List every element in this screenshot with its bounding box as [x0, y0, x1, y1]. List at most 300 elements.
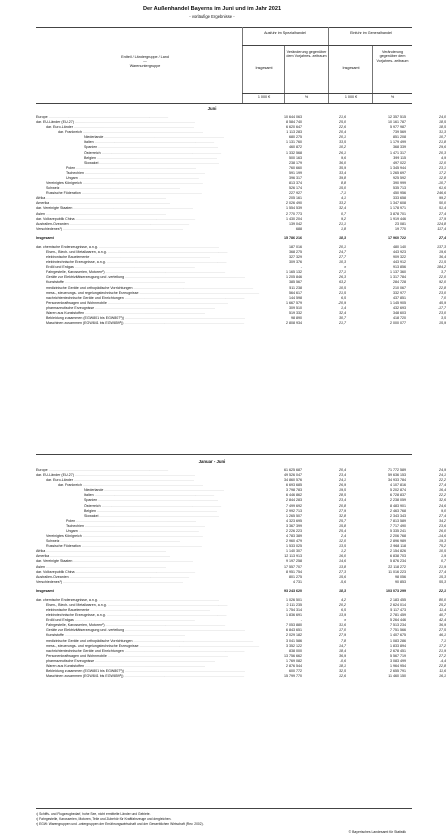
ausfuhr-change: 21,7	[339, 321, 346, 326]
leader-dots: ........................................................................................................................	[104, 623, 226, 628]
einfuhr-change: 34,2	[439, 518, 446, 523]
einfuhr-value: 90 853	[395, 579, 406, 584]
row-label-text: Verschiedenes¹)	[36, 226, 62, 231]
einfuhr-value: 19 770	[395, 226, 406, 231]
ausfuhr-change: 26,3	[339, 275, 346, 280]
einfuhr-value: 909 322	[393, 255, 406, 260]
row-label-text: Amerika	[36, 201, 50, 206]
einfuhr-value: 333 658	[393, 196, 406, 201]
einfuhr-change: 246,6	[437, 191, 446, 196]
ausfuhr-value: 4 323 695	[286, 518, 302, 523]
einfuhr-change: -17,7	[437, 305, 446, 310]
einfuhr-value: 1 347 608	[390, 201, 406, 206]
ausfuhr-value: 9 197 258	[286, 559, 302, 564]
ausfuhr-value: 4 731	[293, 579, 302, 584]
ausfuhr-change: 2,4	[341, 534, 346, 539]
einfuhr-change: 27,4	[439, 211, 446, 216]
ausfuhr-value: 526 174	[289, 186, 302, 191]
einfuhr-change: 26,0	[439, 528, 446, 533]
leader-dots: ........................................................................................................................	[104, 270, 226, 275]
einfuhr-value: 497 022	[393, 160, 406, 165]
einfuhr-change: 3,7	[441, 270, 446, 275]
leader-dots: ........................................................................................................................	[81, 483, 203, 488]
einfuhr-value: 10 161 787	[388, 120, 406, 125]
einfuhr-change: 22,2	[439, 478, 446, 483]
ausfuhr-change: 20,1	[339, 244, 346, 249]
header-divider	[242, 27, 243, 103]
einfuhr-change: 29,6	[439, 145, 446, 150]
ausfuhr-value: 1 554 539	[286, 206, 302, 211]
leader-dots: ........................................................................................................................	[123, 674, 245, 679]
label-column-header: Erdteil / Ländergruppe / Land — Warenuntergruppe	[121, 55, 169, 68]
leader-dots: ........................................................................................................................	[49, 201, 171, 206]
einfuhr-change: 50,0	[439, 201, 446, 206]
row-label-text: Europe	[36, 468, 48, 472]
row-label-text: Fahrgestelle, Karosserien, Motoren²)	[46, 623, 105, 628]
row-label-text: Slowakei	[84, 513, 99, 518]
ausfuhr-change: 15,8	[339, 523, 346, 528]
einfuhr-value: 437 851	[393, 295, 406, 300]
ausfuhr-change: x	[344, 618, 346, 623]
einfuhr-value: 1 964 954	[390, 663, 406, 668]
row-label-text: Maschinen zusammen (EGW841 bis EGW859³))	[46, 674, 124, 679]
ausfuhr-value: 205 161	[289, 196, 302, 201]
ausfuhr-insgesamt-header: Insgesamt	[255, 66, 273, 70]
row-label	[36, 227, 244, 232]
leader-dots: ........................................................................................................................	[138, 643, 260, 648]
leader-dots: ........................................................................................................................	[83, 170, 205, 175]
ausfuhr-change: 8,8	[341, 181, 346, 186]
einfuhr-change: 16,1	[439, 674, 446, 679]
einfuhr-change: 11,6	[439, 669, 446, 674]
leader-dots: ........................................................................................................................	[63, 633, 185, 638]
einfuhr-value: 8 483 901	[390, 503, 406, 508]
einfuhr-value: 2 000 077	[390, 321, 406, 326]
ausfuhr-value: 1 430 204	[286, 216, 302, 221]
row-label-text: Maschinen zusammen (EGW841 bis EGW859³))	[46, 321, 124, 326]
einfuhr-change: 23,6	[439, 523, 446, 528]
leader-dots: ........................................................................................................................	[73, 120, 195, 125]
header-divider	[328, 27, 329, 103]
ausfuhr-value: 1 165 132	[286, 270, 302, 275]
einfuhr-value: 1 833 894	[390, 643, 406, 648]
einfuhr-change: 24,1	[439, 473, 446, 478]
row-label-text: Bekleidung zusammen (EGW801 bis EGW807³))	[46, 669, 124, 674]
ausfuhr-change: 15,0	[339, 186, 346, 191]
ausfuhr-change: 32,8	[339, 513, 346, 518]
ausfuhr-value: 1 265 507	[286, 513, 302, 518]
leader-dots: ........................................................................................................................	[61, 579, 183, 584]
ausfuhr-value: 13 756 662	[284, 653, 302, 658]
einfuhr-value: 210 067	[393, 285, 406, 290]
ausfuhr-value: 2 026 490	[286, 201, 302, 206]
leader-dots: ........................................................................................................................	[97, 597, 219, 602]
leader-dots: ........................................................................................................................	[68, 221, 190, 226]
ausfuhr-change: 9,2	[341, 216, 346, 221]
unit-value: 1 000 €	[257, 95, 271, 99]
einfuhr-insgesamt-header: Insgesamt	[342, 66, 360, 70]
row-label-text: dar. Frankreich	[58, 483, 82, 488]
row-label-text: Australien-Ozeanien	[36, 574, 69, 579]
row-label-text: Russische Föderation	[46, 191, 81, 196]
table-row	[36, 674, 446, 679]
einfuhr-value: 5 335 241	[390, 528, 406, 533]
ausfuhr-value: 396 317	[289, 175, 302, 180]
einfuhr-change: 27,4	[439, 513, 446, 518]
row-label-text: dar. Volksrepublik China	[36, 216, 75, 221]
einfuhr-change: -14,6	[437, 534, 446, 539]
einfuhr-change: 17,9	[439, 216, 446, 221]
ausfuhr-value: 6 446 862	[286, 493, 302, 498]
einfuhr-value: 418 720	[393, 316, 406, 321]
einfuhr-value: 2 968 118	[390, 544, 406, 549]
row-label-text: dar. Vereinigte Staaten	[36, 559, 73, 564]
row-label-text: Vereinigtes Königreich	[46, 534, 82, 539]
einfuhr-value: 4 107 816	[390, 483, 406, 488]
leader-dots: ........................................................................................................................	[105, 260, 227, 265]
footnote: ²) Fahrgestelle, Karosserien, Motoren, Teile und Zubehör für Kraftfahrzeuge und dergleichen.	[36, 817, 172, 821]
table-row	[36, 321, 446, 326]
ausfuhr-change: 9,6	[341, 155, 346, 160]
ausfuhr-change: 32,4	[339, 310, 346, 315]
row-label-text: dar. Vereinigte Staaten	[36, 206, 73, 211]
ausfuhr-change: 18,3	[339, 235, 346, 240]
row-label-text: Asien	[36, 211, 45, 216]
row-label-text: Personenkraftwagen und Wohnmobile	[46, 300, 107, 305]
einfuhr-change: 27,5	[439, 628, 446, 633]
ausfuhr-value: 2 029 182	[286, 633, 302, 638]
ausfuhr-change: 4,2	[341, 597, 346, 602]
row-label-text: dar. Euro-Länder	[46, 125, 73, 130]
einfuhr-change: 27,4	[439, 483, 446, 488]
ausfuhr-change: 23,4	[339, 498, 346, 503]
ausfuhr-value: 6 843 651	[286, 628, 302, 633]
ausfuhr-change: 10,2	[339, 145, 346, 150]
einfuhr-change: 55,3	[439, 579, 446, 584]
einfuhr-value: 7 717 490	[390, 523, 406, 528]
einfuhr-value: 1 471 317	[390, 150, 406, 155]
einfuhr-change: 16,4	[439, 488, 446, 493]
einfuhr-change: 99,2	[439, 196, 446, 201]
einfuhr-value: 284 728	[393, 280, 406, 285]
einfuhr-change: -4,4	[439, 658, 446, 663]
leader-dots: ........................................................................................................................	[106, 603, 228, 607]
einfuhr-value: 34 933 784	[388, 478, 406, 483]
einfuhr-value: 3 878 701	[390, 211, 406, 216]
ausfuhr-value: 1 205 846	[286, 275, 302, 280]
row-label-text: Australien-Ozeanien	[36, 221, 69, 226]
ausfuhr-change: 39,8	[339, 175, 346, 180]
ausfuhr-value: 12 113 913	[284, 554, 302, 559]
einfuhr-change: 80,0	[439, 597, 446, 602]
ausfuhr-change: 19,5	[339, 488, 346, 493]
ausfuhr-value: 1 754 314	[286, 608, 302, 613]
leader-dots: ........................................................................................................................	[132, 638, 254, 643]
row-label	[36, 589, 244, 594]
einfuhr-value: 11 016 223	[388, 569, 406, 574]
leader-dots: ........................................................................................................................	[89, 608, 211, 613]
einfuhr-value: 2 655 791	[390, 669, 406, 674]
ausfuhr-change: 21,5	[339, 290, 346, 295]
ausfuhr-change: 20,8	[339, 503, 346, 508]
leader-dots: ........................................................................................................................	[61, 226, 183, 231]
leader-dots: ........................................................................................................................	[45, 196, 167, 201]
ausfuhr-change: 30,7	[339, 316, 346, 321]
total-row	[36, 235, 446, 241]
leader-dots: ........................................................................................................................	[80, 191, 202, 196]
leader-dots: ........................................................................................................................	[123, 295, 245, 300]
row-label-text: Insgesamt	[36, 588, 54, 593]
einfuhr-value: 5 202 874	[390, 488, 406, 493]
ausfuhr-change: 27,3	[339, 569, 346, 574]
table-bottom-rule	[36, 808, 412, 809]
leader-dots: ........................................................................................................................	[138, 290, 260, 295]
row-label-text: elektronische Bauelemente	[46, 255, 90, 260]
ausfuhr-change: 16,0	[339, 554, 346, 559]
row-label-text: Afrika	[36, 196, 46, 201]
leader-dots: ........................................................................................................................	[72, 559, 194, 564]
leader-dots: ........................................................................................................................	[124, 628, 245, 633]
row-label-text: pharmazeutische Erzeugnisse	[46, 658, 95, 663]
einfuhr-change: 27,2	[439, 653, 446, 658]
einfuhr-change: 0,7	[441, 559, 446, 564]
row-label-text: Geräte zur Elektrizitätserzeugung und -verteilung	[46, 275, 125, 280]
ausfuhr-change: 20,2	[339, 603, 346, 607]
row-label-text: pharmazeutische Erzeugnisse	[46, 305, 95, 310]
ausfuhr-value: 98 890	[291, 316, 302, 321]
einfuhr-change: 23,0	[439, 310, 446, 315]
einfuhr-change: 24,6	[439, 503, 446, 508]
ausfuhr-value: 1 113 283	[286, 130, 302, 135]
einfuhr-value: 348 603	[393, 310, 406, 315]
leader-dots: ........................................................................................................................	[89, 255, 211, 260]
einfuhr-value: 7 751 566	[390, 628, 406, 633]
einfuhr-value: 739 569	[393, 130, 406, 135]
row-label-text: Italien	[84, 493, 94, 498]
leader-dots: ........................................................................................................................	[96, 508, 217, 513]
row-label-text: Vereinigtes Königreich	[46, 181, 82, 186]
ausfuhr-change: 0,7	[341, 211, 346, 216]
einfuhr-change: 19,6	[439, 250, 446, 254]
leader-dots: ........................................................................................................................	[97, 145, 219, 150]
einfuhr-change: 42,4	[439, 618, 446, 623]
ausfuhr-value: 144 598	[289, 295, 302, 300]
leader-dots: ........................................................................................................................	[81, 534, 203, 539]
einfuhr-value: 443 923	[393, 250, 406, 254]
einfuhr-value: 1 407 675	[390, 633, 406, 638]
ausfuhr-change: 26,1	[339, 150, 346, 155]
ausfuhr-change: 24,7	[339, 250, 346, 254]
leader-dots: ........................................................................................................................	[81, 181, 203, 186]
leader-dots: ........................................................................................................................	[96, 155, 217, 160]
section-heading: Juni	[207, 106, 217, 111]
ausfuhr-change: 23,4	[339, 473, 346, 478]
einfuhr-value: 5 264 446	[390, 618, 406, 623]
leader-dots: ........................................................................................................................	[59, 539, 181, 544]
ausfuhr-value: 227 927	[289, 191, 302, 196]
einfuhr-value: 1 919 446	[390, 216, 406, 221]
row-label-text: Italien	[84, 140, 94, 145]
unit-value: 1 000 €	[344, 95, 358, 99]
einfuhr-value: 332 977	[393, 290, 406, 295]
einfuhr-change: 36,4	[439, 255, 446, 260]
row-label-text: Tschechien	[66, 523, 84, 528]
ausfuhr-value: 511 238	[289, 285, 302, 290]
row-label-text: Slowakei	[84, 160, 99, 165]
header-top-rule	[36, 27, 412, 28]
ausfuhr-value: 1 332 568	[286, 150, 302, 155]
einfuhr-change: 22,8	[439, 285, 446, 290]
einfuhr-value: 450 956	[393, 191, 406, 196]
einfuhr-value: 5 876 234	[390, 559, 406, 564]
row-label-text: Europe	[36, 115, 48, 119]
ausfuhr-value: 49 526 047	[284, 473, 302, 478]
row-label	[36, 321, 254, 326]
einfuhr-change: 46,1	[439, 633, 446, 638]
einfuhr-value: 2 154 826	[390, 549, 406, 554]
ausfuhr-change: 18,4	[339, 648, 346, 653]
ausfuhr-change: 26,9	[339, 483, 346, 488]
einfuhr-change: 32,6	[439, 498, 446, 503]
leader-dots: ........................................................................................................................	[72, 125, 194, 130]
row-label	[36, 580, 244, 585]
einfuhr-change: 27,4	[439, 569, 446, 574]
ausfuhr-change: 25,0	[339, 120, 346, 125]
ausfuhr-change: 25,4	[339, 528, 346, 533]
leader-dots: ........................................................................................................................	[74, 569, 196, 574]
einfuhr-change: 22,8	[439, 663, 446, 668]
einfuhr-change: 51,4	[439, 206, 446, 211]
row-label-text: Waren aus Kunststoffen	[46, 663, 85, 668]
einfuhr-value: 1 145 905	[390, 300, 406, 305]
einfuhr-value: 3 083 499	[390, 658, 406, 663]
table-row	[36, 579, 446, 585]
row-label-text: Polen	[66, 165, 76, 170]
einfuhr-value: 98 056	[395, 574, 406, 579]
leader-dots: ........................................................................................................................	[49, 554, 171, 559]
ausfuhr-change: 35,9	[339, 165, 346, 170]
row-label-text: Amerika	[36, 554, 50, 559]
row-label-text: dar. chemische Enderzeugnisse, a.n.g.	[36, 597, 98, 602]
einfuhr-change: 22,0	[439, 275, 446, 280]
row-label-text: Polen	[66, 518, 76, 523]
leader-dots: ........................................................................................................................	[97, 498, 219, 503]
row-label-text: Verschiedenes¹)	[36, 579, 62, 584]
ausfuhr-value: 1 533 025	[286, 544, 302, 549]
ausfuhr-value: 3 367 399	[286, 523, 302, 528]
einfuhr-value: 6 838 703	[390, 554, 406, 559]
row-label-text: elektronische Bauelemente	[46, 608, 90, 613]
ausfuhr-change: -5,6	[339, 579, 346, 584]
ausfuhr-header: Ausfuhr im Spezialhandel	[264, 31, 306, 35]
einfuhr-value: 11 460 150	[388, 674, 406, 679]
ausfuhr-value: 187 016	[289, 244, 302, 249]
leader-dots: ........................................................................................................................	[93, 493, 215, 498]
leader-dots: ........................................................................................................................	[45, 211, 166, 216]
leader-dots: ........................................................................................................................	[106, 300, 228, 305]
ausfuhr-value: 15 786 216	[284, 235, 302, 240]
ausfuhr-change: 36,9	[339, 653, 346, 658]
einfuhr-change: 21,9	[439, 648, 446, 653]
ausfuhr-value: 309 510	[289, 305, 302, 310]
page-subtitle: - vorläufige Ergebnisse -	[189, 14, 235, 19]
ausfuhr-change: 63,2	[339, 280, 346, 285]
einfuhr-value: 7 513 234	[390, 623, 406, 628]
leader-dots: ........................................................................................................................	[72, 206, 194, 211]
ausfuhr-change: 32,4	[339, 206, 346, 211]
einfuhr-value: 368 339	[393, 145, 406, 150]
row-label-text: Erdöl und Erdgas	[46, 265, 74, 270]
einfuhr-change: 7,0	[441, 295, 446, 300]
leader-dots: ........................................................................................................................	[123, 316, 245, 321]
row-label-text: Insgesamt	[36, 235, 54, 240]
leader-dots: ........................................................................................................................	[124, 275, 245, 280]
section-heading: Januar - Juni	[198, 459, 226, 464]
ausfuhr-change: 6,5	[341, 608, 346, 613]
footnote: ³) EGW: Warengruppen und -untergruppen der Ernährungswirtschaft und der Gewerblichen Wirtschaft (Rev. 2002).	[36, 822, 204, 826]
leader-dots: ........................................................................................................................	[59, 186, 181, 191]
einfuhr-value: 2 624 014	[390, 603, 406, 607]
ausfuhr-value: 8 951 754	[286, 569, 302, 574]
einfuhr-change: -10,7	[437, 181, 446, 186]
ausfuhr-value: 368 275	[289, 250, 302, 254]
einfuhr-value: 2 678 451	[390, 648, 406, 653]
ausfuhr-change: 27,7	[339, 255, 346, 260]
ausfuhr-value: 1 131 760	[286, 140, 302, 145]
einfuhr-value: 480 140	[393, 244, 406, 249]
einfuhr-change: 20,3	[439, 150, 446, 155]
leader-dots: ........................................................................................................................	[45, 549, 167, 554]
leader-dots: ........................................................................................................................	[83, 523, 205, 528]
einfuhr-change: 36,9	[439, 623, 446, 628]
row-label-text: Geräte zur Elektrizitätserzeugung und -verteilung	[46, 628, 125, 633]
leader-dots: ........................................................................................................................	[106, 250, 228, 254]
ausfuhr-change: 20,4	[339, 468, 346, 472]
ausfuhr-value: -	[300, 618, 302, 623]
einfuhr-value: 432 693	[393, 305, 406, 310]
unit-pct: %	[390, 95, 395, 99]
row-label-text: Belgien	[84, 155, 96, 160]
row-label-text: dar. chemische Enderzeugnisse, a.n.g.	[36, 244, 98, 249]
einfuhr-change: 22,1	[439, 588, 446, 593]
footnote: ¹) Schiffs- und Flugzeugbedarf, hohe See, nicht ermittelte Länder und Gebiete.	[36, 812, 151, 816]
ausfuhr-change: 15,6	[339, 574, 346, 579]
ausfuhr-value: 4 783 389	[286, 534, 302, 539]
einfuhr-change: 10,5	[439, 549, 446, 554]
ausfuhr-change: 18,1	[339, 663, 346, 668]
einfuhr-change: 45,9	[439, 300, 446, 305]
einfuhr-value: 2 463 768	[390, 508, 406, 513]
ausfuhr-value: 61 625 687	[284, 468, 302, 472]
einfuhr-change: 9,0	[441, 508, 446, 513]
ausfuhr-value: 8 584 740	[286, 120, 302, 125]
ausfuhr-value: 688	[296, 226, 302, 231]
ausfuhr-change: 7,8	[341, 638, 346, 643]
leader-dots: ........................................................................................................................	[81, 130, 203, 135]
einfuhr-change: 25,2	[439, 603, 446, 607]
ausfuhr-value: 760 660	[289, 165, 302, 170]
einfuhr-change: 40,7	[439, 613, 446, 618]
einfuhr-value: 2 206 768	[390, 534, 406, 539]
leader-dots: ........................................................................................................................	[132, 285, 254, 290]
leader-dots: ........................................................................................................................	[100, 150, 222, 155]
ausfuhr-value: 2 960 479	[286, 539, 302, 544]
einfuhr-change: 21,8	[439, 140, 446, 145]
leader-dots: ........................................................................................................................	[75, 165, 197, 170]
ausfuhr-value: 139 042	[289, 221, 302, 226]
ausfuhr-change: 1,8	[341, 226, 346, 231]
ausfuhr-change: 31,6	[339, 623, 346, 628]
